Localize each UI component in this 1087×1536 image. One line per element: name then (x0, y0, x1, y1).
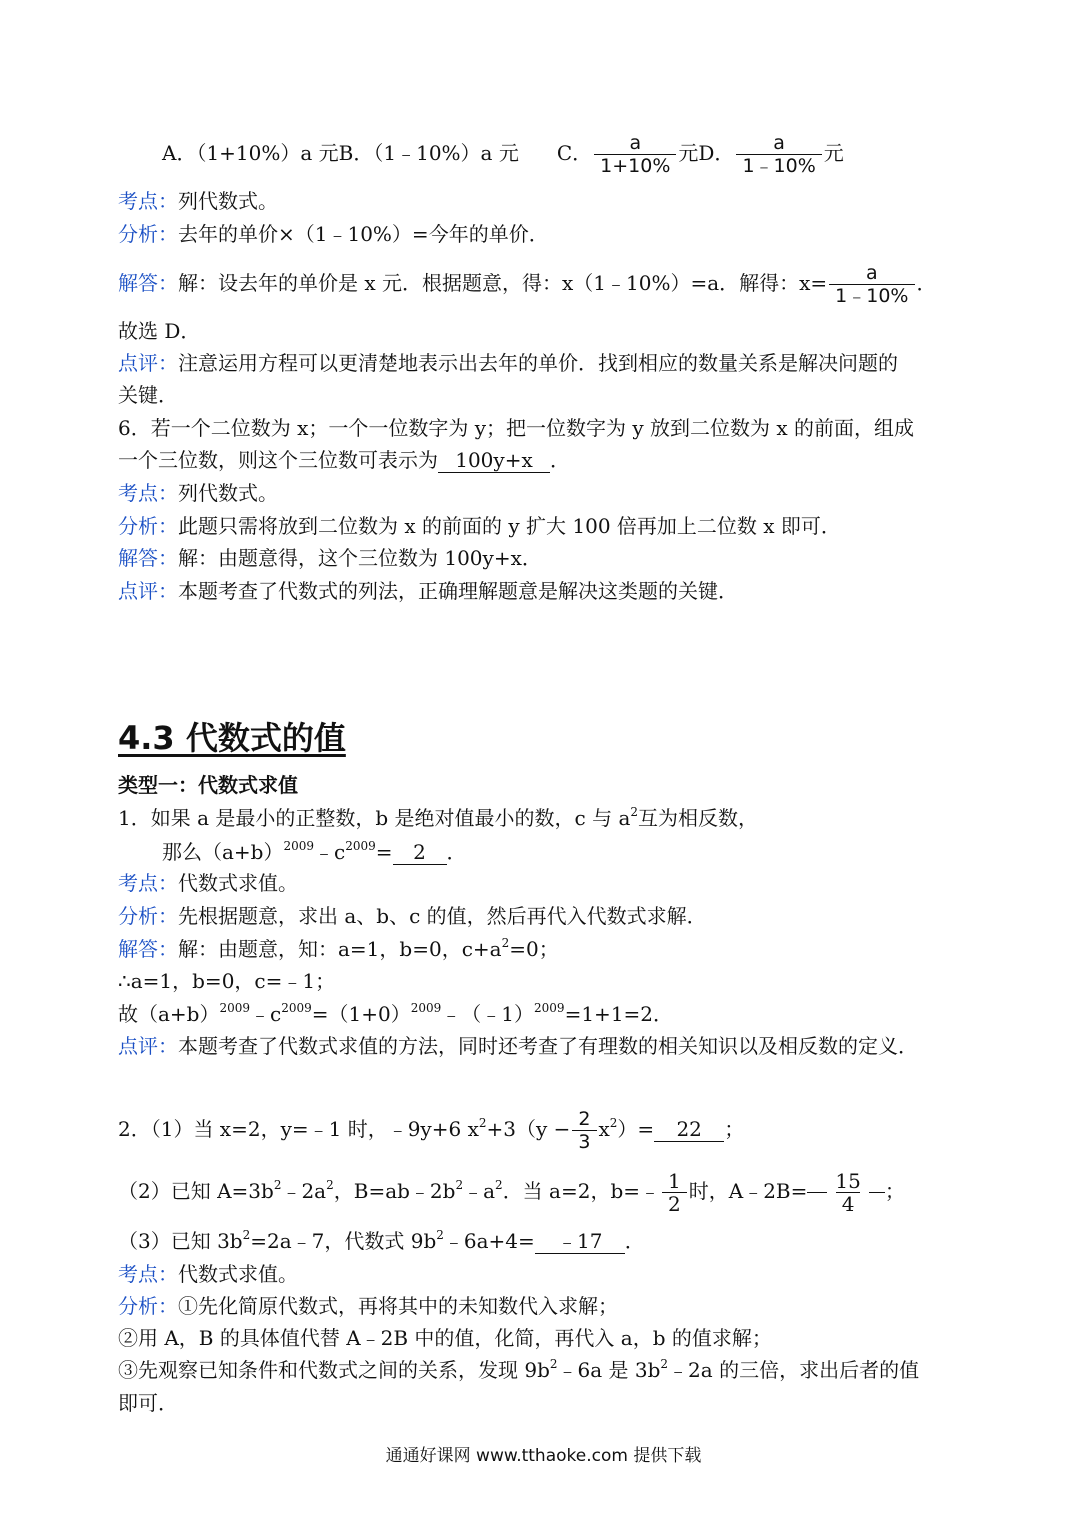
option-d-prefix: D． (698, 141, 735, 165)
option-a: A．（1+10%）a 元 (162, 141, 339, 165)
p2-fenxi-4: 即可． (118, 1391, 178, 1415)
p2-sub2-fraction: $\frac{1}{2}$ (662, 1170, 687, 1215)
q6-stem-cont: 一个三位数，则这个三位数可表示为 100y+x ． (118, 448, 570, 472)
p2-fenxi-2: ②用 A，B 的具体值代替 A﹣2B 中的值，化简，再代入 a，b 的值求解； (118, 1326, 772, 1350)
p2-sub1-fraction: $\frac{2}{3}$ (572, 1108, 596, 1153)
p2-sub2: （2）已知 $A=3b^2﹣2a^2$，$B=ab﹣2b^2﹣a^2$．当 a=2，b=﹣ $\frac{1}{2}$ 时，A﹣2B= $\frac{15}{4}$ ； (118, 1169, 905, 1216)
q5-fenxi: 分析：去年的单价×（1﹣10%）=今年的单价． (118, 222, 549, 246)
q6-dianping: 点评：本题考查了代数式的列法，正确理解题意是解决这类题的关键． (118, 579, 738, 603)
p2-fenxi: 分析：①先化简原代数式，再将其中的未知数代入求解； (118, 1294, 618, 1318)
footer-watermark: 通通好课网 www.tthaoke.com 提供下载 (385, 1446, 702, 1466)
section-title: 4.3 代数式的值 (118, 719, 346, 757)
option-d-fraction: $\frac{a}{1﹣10\%}$ (736, 132, 821, 177)
p1-fenxi: 分析：先根据题意，求出 a、b、c 的值，然后再代入代数式求解． (118, 904, 707, 928)
p2-sub3-answer-blank: ﹣17 (535, 1229, 625, 1254)
p2-sub2-answer-fraction: $\frac{15}{4}$ (835, 1169, 861, 1216)
p2-kaodian: 考点：代数式求值。 (118, 1262, 298, 1286)
p2-sub1-answer-blank: 22 (654, 1117, 724, 1142)
q5-dianping: 点评：注意运用方程可以更清楚地表示出去年的单价．找到相应的数量关系是解决问题的 (118, 351, 898, 375)
q6-fenxi: 分析：此题只需将放到二位数为 x 的前面的 y 扩大 100 倍再加上二位数 x 即可． (118, 514, 841, 538)
p1-stem-cont: 那么$(a+b)^{2009}﹣c^{2009}= 2$ ． (162, 839, 467, 864)
q6-stem: 6．若一个二位数为 x；一个一位数字为 y；把一位数字为 y 放到二位数为 x 的前面，组成 (118, 416, 915, 440)
type-title: 类型一：代数式求值 (118, 773, 298, 797)
q5-kaodian: 考点：列代数式。 (118, 189, 278, 213)
option-c-prefix: C． (556, 141, 593, 165)
q6-jieda: 解答：解：由题意得，这个三位数为 100y+x． (118, 546, 542, 570)
q5-dianping-cont: 关键． (118, 383, 178, 407)
p1-stem: 1．如果 a 是最小的正整数，b 是绝对值最小的数，c 与 $a^2$互为相反数， (118, 805, 759, 830)
q5-jieda-fraction: $\frac{a}{1﹣10\%}$ (829, 262, 914, 307)
p1-therefore: ∴a=1，b=0，c=﹣1； (118, 969, 336, 993)
p1-kaodian: 考点：代数式求值。 (118, 871, 298, 895)
p1-jieda: 解答：解：由题意，知：a=1，b=0，$c+a^2=0$； (118, 936, 559, 961)
p1-dianping: 点评：本题考查了代数式求值的方法，同时还考查了有理数的相关知识以及相反数的定义． (118, 1034, 918, 1058)
option-b: B．（1﹣10%）a 元 (338, 141, 519, 165)
p2-sub3: （3）已知 $3b^2=2a﹣7$，代数式 $9b^2﹣6a+4=$ ﹣17 ． (118, 1228, 645, 1253)
q5-options: A．（1+10%）a 元B．（1﹣10%）a 元 C． $\frac{a}{1+10\%}$ 元D． $\frac{a}{1﹣10\%}$ 元 (162, 132, 844, 177)
q5-jieda: 解答：解：设去年的单价是 x 元．根据题意，得：x（1﹣10%）=a．解得：x= $\frac{a}{1﹣10\%}$ ． (118, 262, 937, 307)
q6-answer-blank: 100y+x (438, 448, 550, 473)
p1-gu: 故$(a+b)^{2009}﹣c^{2009}=(1+0)^{2009}﹣(﹣1)^{2009}=1+1=2$． (118, 1001, 674, 1026)
q6-kaodian: 考点：列代数式。 (118, 481, 278, 505)
p2-fenxi-3: ③先观察已知条件和代数式之间的关系，发现 $9b^2﹣6a$ 是 $3b^2﹣2a$ 的三倍，求出后者的值 (118, 1357, 920, 1382)
q5-guxuan: 故选 D． (118, 319, 201, 343)
p1-answer-blank: 2 (393, 840, 447, 865)
p2-sub1: 2．（1）当 x=2，y=﹣1 时，﹣9y+6 $x^2+3(y$ − $\frac{2}{3}$ $x^2)= 22$ ； (118, 1108, 745, 1153)
option-c-fraction: $\frac{a}{1+10\%}$ (594, 132, 676, 177)
